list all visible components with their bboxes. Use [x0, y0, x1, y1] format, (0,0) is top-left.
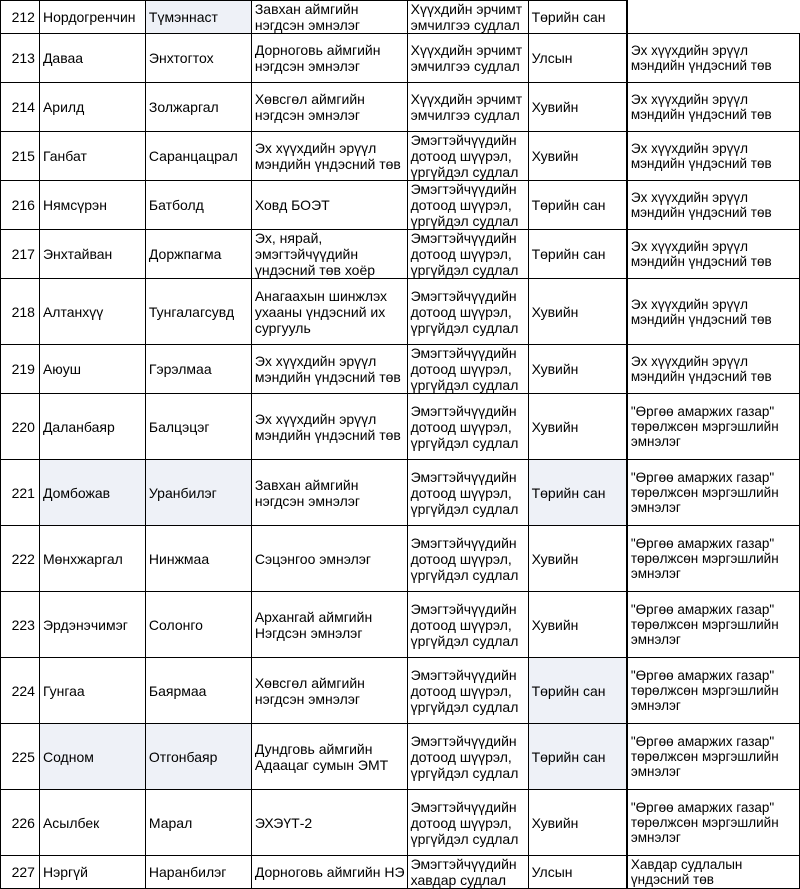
cell-funding: Хувийн	[528, 790, 627, 856]
cell-center: Эх хүүхдийн эрүүл мэндийн үндэсний төв	[627, 181, 800, 230]
cell-no: 216	[1, 181, 40, 230]
cell-first: Гэрэлмаа	[145, 345, 251, 394]
cell-field: Эмэгтэйчүүдийн дотоод шүүрэл, үргүйдэл судлал	[407, 592, 528, 658]
cell-first: Түмэннаст	[145, 1, 251, 34]
cell-hospital: Дорноговь аймгийн НЭ	[251, 856, 407, 889]
cell-last: Даваа	[39, 34, 145, 83]
cell-no: 227	[1, 856, 40, 889]
table-row	[1, 181, 800, 230]
cell-hospital: Эх хүүхдийн эрүүл мэндийн үндэсний төв	[251, 132, 407, 181]
cell-no: 224	[1, 658, 40, 724]
cell-no: 219	[1, 345, 40, 394]
cell-first: Доржпагма	[145, 230, 251, 279]
cell-hospital: Сэцэнгоо эмнэлэг	[251, 526, 407, 592]
table-row	[1, 790, 800, 856]
cell-no: 223	[1, 592, 40, 658]
table-row	[1, 34, 800, 83]
cell-funding: Төрийн сан	[528, 460, 627, 526]
cell-field: Эмэгтэйчүүдийн дотоод шүүрэл, үргүйдэл судлал	[407, 230, 528, 279]
cell-funding: Төрийн сан	[528, 658, 627, 724]
cell-last: Содном	[39, 724, 145, 790]
table-row	[1, 460, 800, 526]
cell-hospital: Архангай аймгийн Нэгдсэн эмнэлэг	[251, 592, 407, 658]
cell-funding: Хувийн	[528, 592, 627, 658]
cell-funding: Хувийн	[528, 526, 627, 592]
cell-hospital: Завхан аймгийн нэгдсэн эмнэлэг	[251, 1, 407, 34]
cell-funding: Улсын	[528, 856, 627, 889]
cell-funding: Хувийн	[528, 394, 627, 460]
cell-first: Нинжмаа	[145, 526, 251, 592]
cell-center: "Өргөө амаржих газар" төрөлжсөн мэргэшлийн эмнэлэг	[627, 790, 800, 856]
cell-center: Эх хүүхдийн эрүүл мэндийн үндэсний төв	[627, 132, 800, 181]
cell-hospital: Ховд БОЭТ	[251, 181, 407, 230]
cell-funding: Хувийн	[528, 345, 627, 394]
cell-last: Мөнхжаргал	[39, 526, 145, 592]
cell-field: Эмэгтэйчүүдийн хавдар судлал	[407, 856, 528, 889]
cell-field: Эмэгтэйчүүдийн дотоод шүүрэл, үргүйдэл судлал	[407, 132, 528, 181]
cell-center: Эх хүүхдийн эрүүл мэндийн үндэсний төв	[627, 279, 800, 345]
cell-first: Наранбилэг	[145, 856, 251, 889]
cell-no: 222	[1, 526, 40, 592]
cell-funding: Хувийн	[528, 83, 627, 132]
cell-hospital: Хөвсгөл аймгийн нэгдсэн эмнэлэг	[251, 83, 407, 132]
table-row	[1, 856, 800, 889]
cell-first: Золжаргал	[145, 83, 251, 132]
cell-hospital: Дорноговь аймгийн нэгдсэн эмнэлэг	[251, 34, 407, 83]
cell-center: "Өргөө амаржих газар" төрөлжсөн мэргэшлийн эмнэлэг	[627, 460, 800, 526]
cell-center	[627, 1, 800, 34]
cell-no: 215	[1, 132, 40, 181]
cell-field: Эмэгтэйчүүдийн дотоод шүүрэл, үргүйдэл судлал	[407, 790, 528, 856]
cell-no: 225	[1, 724, 40, 790]
cell-funding: Хувийн	[528, 279, 627, 345]
table-row	[1, 592, 800, 658]
cell-hospital: Завхан аймгийн нэгдсэн эмнэлэг	[251, 460, 407, 526]
cell-no: 226	[1, 790, 40, 856]
cell-field: Эмэгтэйчүүдийн дотоод шүүрэл, үргүйдэл судлал	[407, 460, 528, 526]
cell-center: Хавдар судлалын үндэсний төв	[627, 856, 800, 889]
cell-center: "Өргөө амаржих газар" төрөлжсөн мэргэшлийн эмнэлэг	[627, 394, 800, 460]
table-row	[1, 526, 800, 592]
cell-hospital: Эх, нярай, эмэгтэйчүүдийн үндэсний төв хоёр	[251, 230, 407, 279]
cell-last: Аюуш	[39, 345, 145, 394]
cell-last: Нордогренчин	[39, 1, 145, 34]
cell-last: Энхтайван	[39, 230, 145, 279]
cell-first: Солонго	[145, 592, 251, 658]
cell-last: Гунгаа	[39, 658, 145, 724]
cell-center: "Өргөө амаржих газар" төрөлжсөн мэргэшлийн эмнэлэг	[627, 658, 800, 724]
cell-no: 218	[1, 279, 40, 345]
cell-hospital: Дундговь аймгийн Адаацаг сумын ЭМТ	[251, 724, 407, 790]
cell-last: Нэргүй	[39, 856, 145, 889]
cell-field: Эмэгтэйчүүдийн дотоод шүүрэл, үргүйдэл судлал	[407, 394, 528, 460]
cell-last: Нямсүрэн	[39, 181, 145, 230]
cell-center: Эх хүүхдийн эрүүл мэндийн үндэсний төв	[627, 345, 800, 394]
cell-no: 221	[1, 460, 40, 526]
cell-center: Эх хүүхдийн эрүүл мэндийн үндэсний төв	[627, 34, 800, 83]
cell-center: "Өргөө амаржих газар" төрөлжсөн мэргэшлийн эмнэлэг	[627, 724, 800, 790]
cell-first: Тунгалагсувд	[145, 279, 251, 345]
cell-field: Эмэгтэйчүүдийн дотоод шүүрэл, үргүйдэл судлал	[407, 279, 528, 345]
cell-field: Хүүхдийн эрчимт эмчилгээ судлал	[407, 34, 528, 83]
cell-hospital: Хөвсгөл аймгийн нэгдсэн эмнэлэг	[251, 658, 407, 724]
cell-first: Баярмаа	[145, 658, 251, 724]
cell-first: Уранбилэг	[145, 460, 251, 526]
table-row	[1, 230, 800, 279]
cell-no: 214	[1, 83, 40, 132]
cell-first: Отгонбаяр	[145, 724, 251, 790]
cell-funding: Төрийн сан	[528, 181, 627, 230]
cell-first: Марал	[145, 790, 251, 856]
cell-no: 213	[1, 34, 40, 83]
cell-last: Асылбек	[39, 790, 145, 856]
cell-first: Балцэцэг	[145, 394, 251, 460]
cell-no: 220	[1, 394, 40, 460]
table-row	[1, 279, 800, 345]
table-row	[1, 658, 800, 724]
cell-center: "Өргөө амаржих газар" төрөлжсөн мэргэшлийн эмнэлэг	[627, 526, 800, 592]
table-row	[1, 132, 800, 181]
table-row	[1, 345, 800, 394]
cell-no: 212	[1, 1, 40, 34]
cell-center: "Өргөө амаржих газар" төрөлжсөн мэргэшлийн эмнэлэг	[627, 592, 800, 658]
cell-field: Хүүхдийн эрчимт эмчилгээ судлал	[407, 83, 528, 132]
cell-last: Ганбат	[39, 132, 145, 181]
cell-first: Саранцацрал	[145, 132, 251, 181]
cell-center: Эх хүүхдийн эрүүл мэндийн үндэсний төв	[627, 230, 800, 279]
cell-last: Домбожав	[39, 460, 145, 526]
cell-field: Эмэгтэйчүүдийн дотоод шүүрэл, үргүйдэл судлал	[407, 345, 528, 394]
table-row	[1, 83, 800, 132]
cell-last: Алтанхүү	[39, 279, 145, 345]
cell-field: Эмэгтэйчүүдийн дотоод шүүрэл, үргүйдэл судлал	[407, 181, 528, 230]
table-row	[1, 394, 800, 460]
table-body	[1, 1, 800, 889]
cell-funding: Төрийн сан	[528, 1, 627, 34]
cell-center: Эх хүүхдийн эрүүл мэндийн үндэсний төв	[627, 83, 800, 132]
cell-field: Эмэгтэйчүүдийн дотоод шүүрэл, үргүйдэл судлал	[407, 724, 528, 790]
cell-funding: Төрийн сан	[528, 724, 627, 790]
cell-hospital: Анагаахын шинжлэх ухааны үндэсний их сургууль	[251, 279, 407, 345]
cell-last: Даланбаяр	[39, 394, 145, 460]
cell-funding: Төрийн сан	[528, 230, 627, 279]
cell-hospital: ЭХЭҮТ-2	[251, 790, 407, 856]
cell-first: Батболд	[145, 181, 251, 230]
cell-field: Эмэгтэйчүүдийн дотоод шүүрэл, үргүйдэл судлал	[407, 658, 528, 724]
cell-funding: Улсын	[528, 34, 627, 83]
cell-no: 217	[1, 230, 40, 279]
cell-first: Энхтогтох	[145, 34, 251, 83]
cell-field: Хүүхдийн эрчимт эмчилгээ судлал	[407, 1, 528, 34]
cell-last: Эрдэнэчимэг	[39, 592, 145, 658]
table-row	[1, 724, 800, 790]
cell-field: Эмэгтэйчүүдийн дотоод шүүрэл, үргүйдэл судлал	[407, 526, 528, 592]
cell-hospital: Эх хүүхдийн эрүүл мэндийн үндэсний төв	[251, 345, 407, 394]
cell-last: Арилд	[39, 83, 145, 132]
cell-funding: Хувийн	[528, 132, 627, 181]
cell-hospital: Эх хүүхдийн эрүүл мэндийн үндэсний төв	[251, 394, 407, 460]
table-row	[1, 1, 800, 34]
